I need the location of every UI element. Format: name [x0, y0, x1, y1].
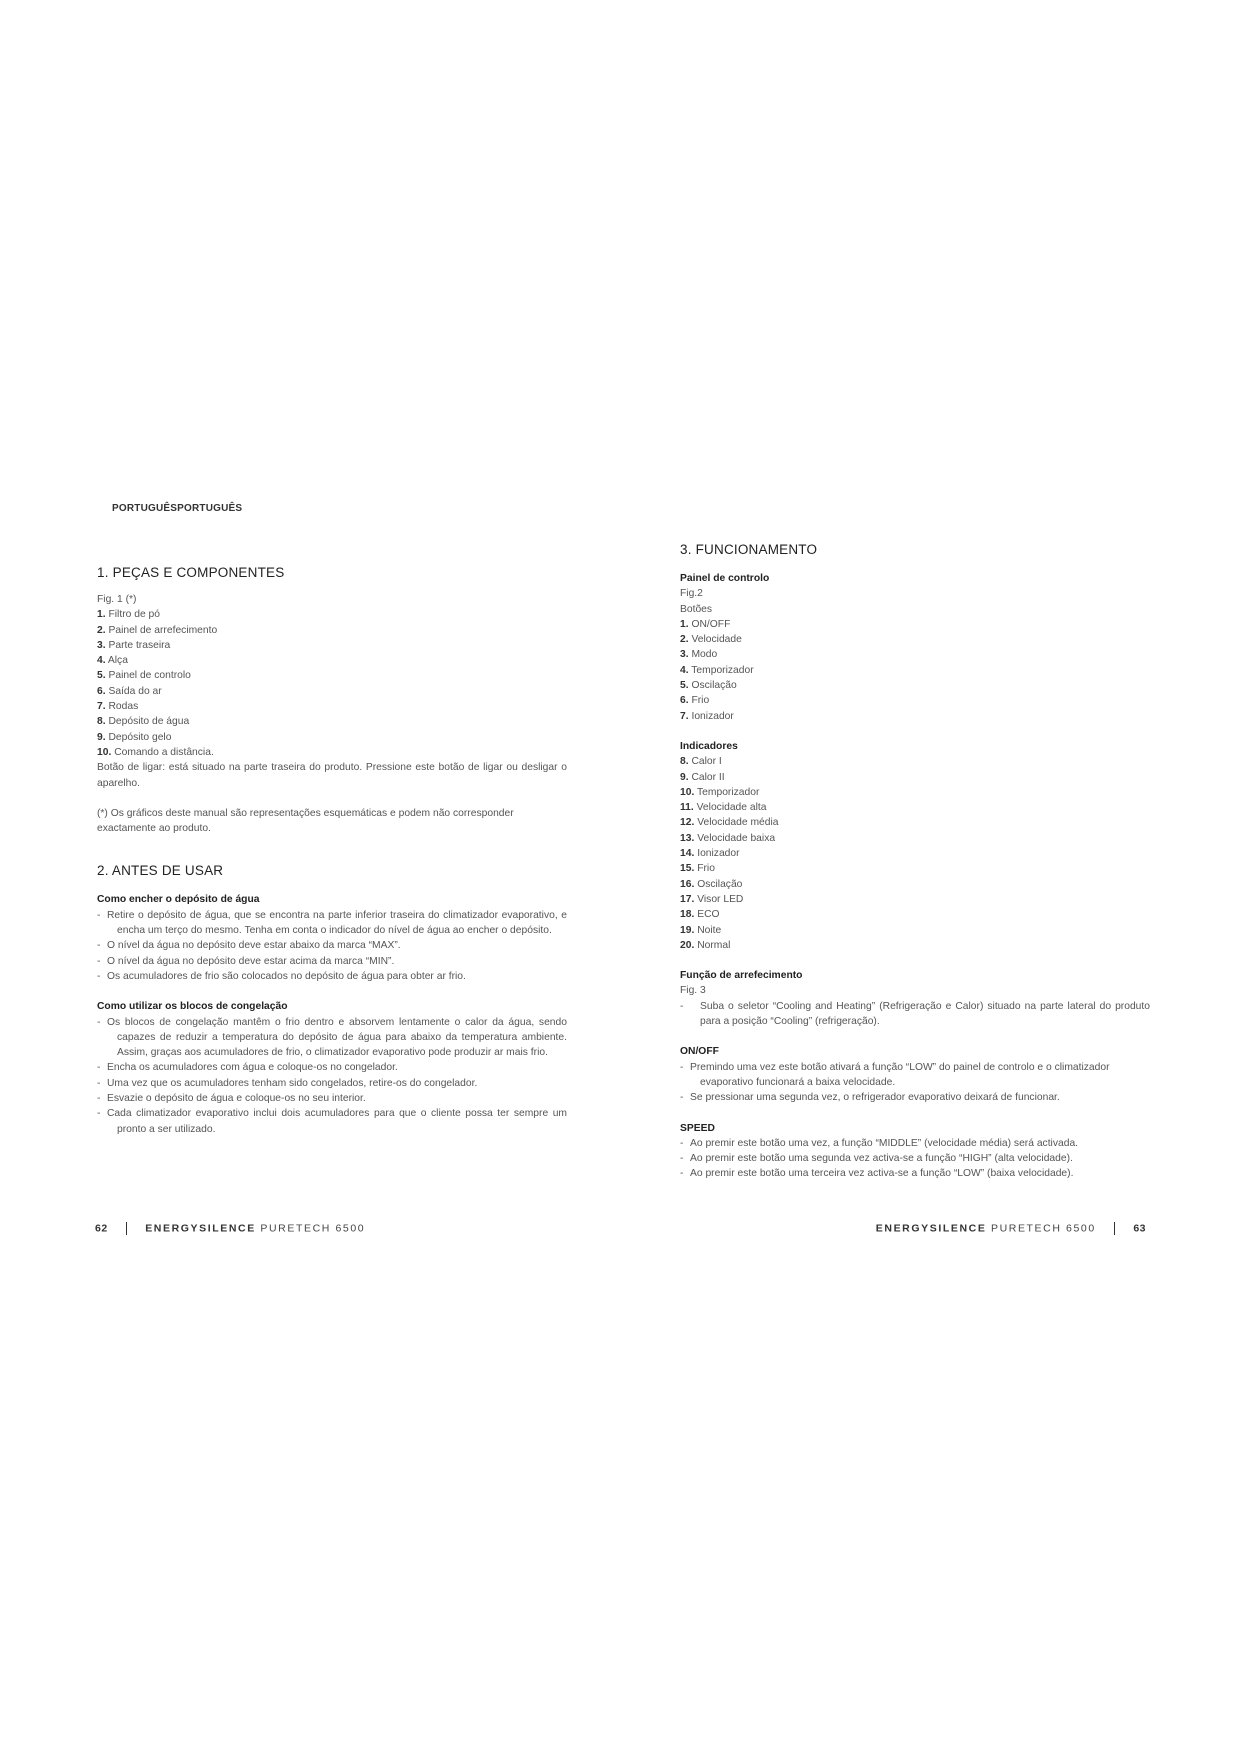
subsection-title-painel: Painel de controlo [680, 573, 770, 584]
components-list [97, 607, 567, 760]
footer-divider [1114, 1222, 1116, 1235]
fig-2-label: Fig.2 [680, 588, 703, 600]
page-number-left: 62 [95, 1222, 108, 1235]
list-item: 11. Velocidade alta [680, 802, 767, 814]
subsection-title-onoff: ON/OFF [680, 1046, 719, 1058]
list-item: - Suba o seletor “Cooling and Heating” (Refrigeração e Calor) situado na parte lateral do produto para a posição “Cooling” (refrigeração). [680, 1000, 1150, 1028]
list-item: - O nível da água no depósito deve estar acima da marca “MIN”. [97, 955, 395, 967]
footer-divider [126, 1222, 128, 1235]
list-item: 19. Noite [680, 924, 722, 936]
list-item: 7. Rodas [97, 701, 139, 713]
language-header: PORTUGUÊSPORTUGUÊS [112, 503, 243, 514]
list-item: 9. Depósito gelo [97, 731, 172, 743]
list-item: - Uma vez que os acumuladores tenham sido congelados, retire-os do congelador. [97, 1077, 478, 1089]
subsection-title-indicadores: Indicadores [680, 740, 738, 752]
buttons-list [680, 617, 1150, 724]
section-title-funcionamento: 3. FUNCIONAMENTO [680, 542, 818, 557]
footer-left [95, 1222, 365, 1235]
list-item: 16. Oscilação [680, 878, 743, 890]
list-item: 6. Saída do ar [97, 685, 162, 697]
list-item: 7. Ionizador [680, 710, 734, 722]
list-item: 14. Ionizador [680, 848, 740, 860]
subsection-title-speed: SPEED [680, 1122, 715, 1134]
list-item: - Esvazie o depósito de água e coloque-os no seu interior. [97, 1093, 366, 1105]
section-title-antes: 2. ANTES DE USAR [97, 863, 224, 879]
list-item: - O nível da água no depósito deve estar abaixo da marca “MAX”. [97, 940, 401, 952]
list-item: 4. Alça [97, 655, 128, 667]
list-item: 17. Visor LED [680, 893, 744, 905]
list-item: - Encha os acumuladores com água e coloque-os no congelador. [97, 1062, 398, 1074]
list-item: 9. Calor II [680, 771, 725, 783]
list-item: 6. Frio [680, 695, 710, 707]
list-item: - Ao premir este botão uma vez, a função “MIDDLE” (velocidade média) será activada. [680, 1137, 1079, 1149]
fig-1-label: Fig. 1 (*) [97, 594, 137, 605]
footer-brand: ENERGYSILENCE [875, 1222, 987, 1235]
indicators-list [680, 754, 1150, 953]
fig-3-label: Fig. 3 [680, 985, 706, 997]
footer-model: PURETECH 6500 [990, 1222, 1096, 1235]
list-item: 5. Painel de controlo [97, 670, 191, 682]
list-item: 8. Depósito de água [97, 716, 190, 728]
right-page [680, 541, 1150, 1182]
list-item: - Se pressionar uma segunda vez, o refrigerador evaporativo deixará de funcionar. [680, 1092, 1060, 1104]
list-item: - Cada climatizador evaporativo inclui dois acumuladores para que o cliente possa ter sempre um pronto a ser utilizado. [97, 1108, 567, 1135]
list-item: 2. Painel de arrefecimento [97, 624, 218, 636]
footer-model: PURETECH 6500 [260, 1222, 366, 1235]
list-item: 5. Oscilação [680, 680, 737, 692]
list-item: - Ao premir este botão uma segunda vez activa-se a função “HIGH” (alta velocidade). [680, 1153, 1073, 1165]
onoff-list [680, 1060, 1150, 1106]
cooling-list [680, 999, 1150, 1030]
power-button-note: Botão de ligar: está situado na parte traseira do produto. Pressione este botão de ligar ou desligar o aparelho. [97, 762, 567, 789]
list-item: 2. Velocidade [680, 634, 742, 646]
list-item: - Os blocos de congelação mantêm o frio dentro e absorvem lentamente o calor da água, sendo capazes de reduzir a temperatura do depósito de água para abaixo da temperatura ambiente. Assim, graças aos acumuladores de frio, o climatizador evaporativo pode produzir ar mais frio. [97, 1016, 567, 1059]
list-item: 1. ON/OFF [680, 618, 731, 630]
footer-brand: ENERGYSILENCE [145, 1222, 256, 1235]
list-item: 4. Temporizador [680, 664, 754, 676]
subsection-title-encher: Como encher o depósito de água [97, 894, 260, 906]
list-item: - Ao premir este botão uma terceira vez activa-se a função “LOW” (baixa velocidade). [680, 1168, 1074, 1180]
list-item: - Retire o depósito de água, que se encontra na parte inferior traseira do climatizador evaporativo, e encha um terço do mesmo. Tenha em conta o indicador do nível de água ao encher o depósito. [97, 909, 567, 937]
footer-right [876, 1222, 1146, 1235]
list-item: - Os acumuladores de frio são colocados no depósito de água para obter ar frio. [97, 970, 466, 982]
ice-blocks-list [97, 1015, 567, 1137]
list-item: 3. Modo [680, 649, 718, 661]
list-item: 18. ECO [680, 909, 720, 921]
list-item: - Premindo uma vez este botão ativará a função “LOW” do painel de controlo e o climatizador evaporativo funcionará a baixa velocidade. [680, 1061, 1110, 1088]
list-item: 13. Velocidade baixa [680, 832, 776, 844]
subsection-title-arrefecimento: Função de arrefecimento [680, 970, 803, 982]
list-item: 10. Comando a distância. [97, 746, 214, 758]
list-item: 8. Calor I [680, 756, 722, 768]
left-page [97, 498, 567, 1137]
subsection-title-blocos: Como utilizar os blocos de congelação [97, 1001, 288, 1013]
list-item: 20. Normal [680, 939, 731, 951]
section-title-pecas: 1. PEÇAS E COMPONENTES [97, 565, 285, 580]
list-item: 1. Filtro de pó [97, 609, 160, 621]
footnote: (*) Os gráficos deste manual são representações esquemáticas e podem não corresponder exactamente ao produto. [97, 807, 514, 835]
list-item: 15. Frio [680, 863, 715, 875]
list-item: 12. Velocidade média [680, 817, 779, 829]
buttons-label: Botões [680, 603, 713, 615]
list-item: 10. Temporizador [680, 786, 760, 798]
list-item: 3. Parte traseira [97, 639, 171, 651]
speed-list [680, 1136, 1150, 1182]
fill-tank-list [97, 908, 567, 984]
page-number-right: 63 [1133, 1222, 1146, 1235]
